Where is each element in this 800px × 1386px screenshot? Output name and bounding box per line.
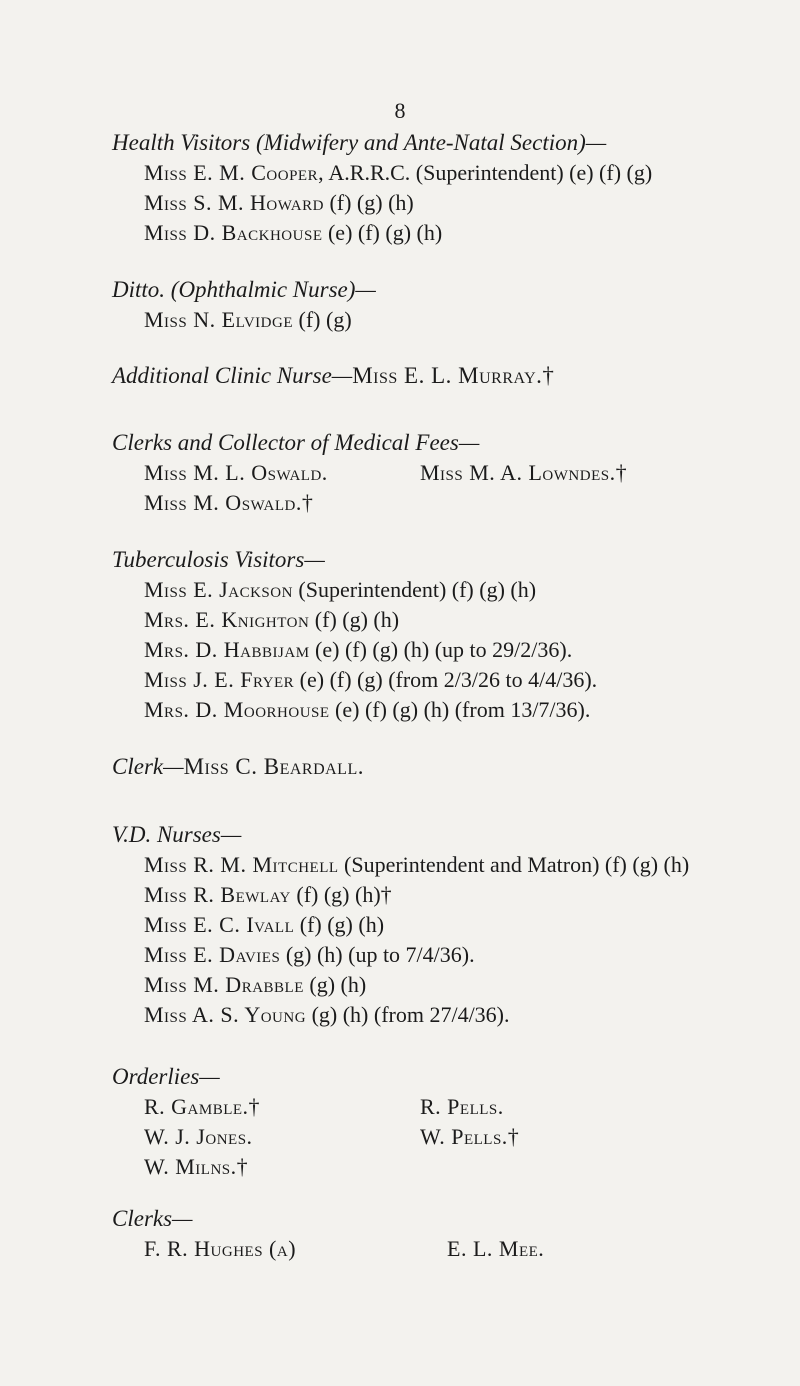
section-tuberculosis-visitors	[112, 545, 772, 725]
list-item: Miss E. C. Ivall (f) (g) (h)	[144, 912, 385, 937]
list-item: Miss D. Backhouse (e) (f) (g) (h)	[144, 220, 443, 245]
list-item: Miss N. Elvidge (f) (g)	[144, 307, 352, 332]
list-row	[112, 1092, 772, 1122]
list-item: Miss E. M. Cooper, A.R.R.C. (Superintendent) (e) (f) (g)	[144, 160, 653, 185]
list-item: Mrs. D. Habbijam (e) (f) (g) (h) (up to 29/2/36).	[144, 637, 573, 662]
section-clerk	[112, 752, 772, 782]
list-item: R. Pells.	[420, 1094, 504, 1119]
list-item: Miss M. Drabble (g) (h)	[144, 972, 367, 997]
list-item: Miss R. M. Mitchell (Superintendent and Matron) (f) (g) (h)	[144, 852, 690, 877]
list-row	[112, 1152, 772, 1182]
section-heading: Orderlies—	[112, 1064, 220, 1089]
list-item: W. Milns.†	[144, 1154, 249, 1179]
page-number: 8	[394, 98, 406, 123]
list-row	[112, 458, 772, 488]
section-vd-nurses	[112, 820, 772, 1030]
section-heading: Additional Clinic Nurse—Miss E. L. Murray.†	[112, 363, 555, 388]
section-clerks	[112, 1204, 772, 1264]
section-heading: Tuberculosis Visitors—	[112, 547, 325, 572]
list-item: E. L. Mee.	[447, 1236, 545, 1261]
section-heading: Clerks—	[112, 1206, 193, 1231]
list-item: Miss M. A. Lowndes.†	[420, 460, 628, 485]
list-item: W. J. Jones.	[144, 1124, 253, 1149]
list-item: F. R. Hughes (a)	[144, 1236, 297, 1261]
list-item: Miss E. Davies (g) (h) (up to 7/4/36).	[144, 942, 475, 967]
list-item: Miss J. E. Fryer (e) (f) (g) (from 2/3/26 to 4/4/36).	[144, 667, 598, 692]
list-row	[112, 488, 772, 518]
section-orderlies	[112, 1062, 772, 1182]
section-heading: Health Visitors (Midwifery and Ante-Natal Section)—	[112, 130, 607, 155]
list-item: Miss R. Bewlay (f) (g) (h)†	[144, 882, 392, 907]
section-heading: Ditto. (Ophthalmic Nurse)—	[112, 277, 376, 302]
section-ophthalmic	[112, 275, 772, 335]
section-health-visitors	[112, 128, 772, 248]
list-item: W. Pells.†	[420, 1124, 520, 1149]
list-item: Mrs. D. Moorhouse (e) (f) (g) (h) (from 13/7/36).	[144, 697, 591, 722]
section-additional-clinic-nurse	[112, 361, 772, 391]
list-item: Miss E. Jackson (Superintendent) (f) (g) (h)	[144, 577, 537, 602]
list-row	[112, 1234, 772, 1264]
section-heading: Clerks and Collector of Medical Fees—	[112, 430, 480, 455]
section-heading: Clerk—Miss C. Beardall.	[112, 754, 364, 779]
section-heading: V.D. Nurses—	[112, 822, 242, 847]
list-item: Miss A. S. Young (g) (h) (from 27/4/36).	[144, 1002, 510, 1027]
list-row	[112, 1122, 772, 1152]
list-item: Miss S. M. Howard (f) (g) (h)	[144, 190, 414, 215]
list-item: Miss M. Oswald.†	[144, 490, 314, 515]
list-item: Miss M. L. Oswald.	[144, 460, 328, 485]
section-clerks-collector	[112, 428, 772, 518]
list-item: R. Gamble.†	[144, 1094, 261, 1119]
list-item: Mrs. E. Knighton (f) (g) (h)	[144, 607, 400, 632]
